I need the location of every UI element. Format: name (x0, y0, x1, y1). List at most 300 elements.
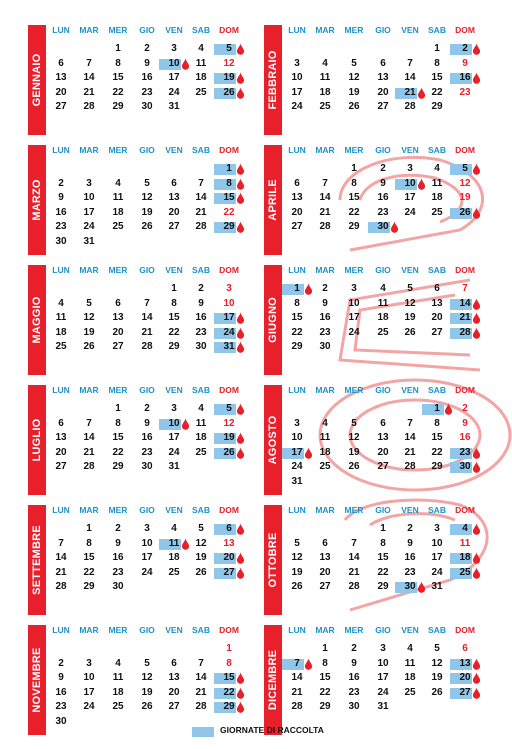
blood-drop-icon (472, 327, 481, 339)
day-number: 6 (294, 177, 300, 189)
day-header: GIO (139, 145, 155, 155)
day-number: 24 (291, 461, 303, 472)
day-number: 30 (55, 715, 67, 727)
day-header: VEN (401, 385, 419, 395)
day-number: 6 (462, 643, 468, 654)
blood-drop-icon (472, 523, 481, 535)
day-cell (190, 552, 212, 564)
day-header: SAB (192, 505, 210, 515)
blood-drop-icon (472, 43, 481, 55)
day-cell (190, 298, 212, 310)
day-header: MER (108, 625, 128, 635)
day-number: 20 (377, 86, 389, 98)
day-number: 9 (58, 672, 64, 683)
day-header: MAR (315, 625, 335, 635)
day-cell (163, 432, 185, 444)
day-cell (190, 447, 212, 459)
day-number: 22 (431, 86, 443, 98)
day-cell (286, 672, 308, 684)
day-cell (163, 567, 185, 579)
day-number: 29 (377, 581, 389, 592)
day-number: 12 (83, 312, 95, 323)
collection-day (218, 43, 240, 55)
day-number: 23 (459, 446, 471, 458)
day-number: 5 (226, 43, 232, 54)
day-number: 14 (459, 297, 471, 309)
day-cell (107, 327, 129, 339)
day-number: 10 (291, 72, 303, 83)
day-header: SAB (192, 25, 210, 35)
day-cell (50, 341, 72, 353)
day-cell (163, 101, 185, 113)
day-cell (343, 298, 365, 310)
day-cell (78, 701, 100, 713)
day-number: 21 (195, 686, 207, 698)
day-cell (343, 72, 365, 84)
day-number: 20 (459, 672, 471, 683)
day-cell (107, 341, 129, 353)
day-cell (163, 687, 185, 699)
day-cell (136, 658, 158, 670)
day-cell (107, 552, 129, 564)
day-number: 30 (141, 461, 153, 472)
day-cell (107, 523, 129, 535)
day-cell (399, 538, 421, 550)
day-header: LUN (52, 625, 70, 635)
day-number: 3 (144, 523, 150, 534)
day-cell (314, 461, 336, 473)
day-number: 15 (319, 672, 331, 683)
collection-day (218, 312, 240, 324)
day-cell (78, 418, 100, 430)
day-cell (343, 312, 365, 324)
day-number: 19 (83, 326, 95, 338)
day-number: 22 (83, 566, 95, 578)
day-header: SAB (428, 265, 446, 275)
day-number: 2 (58, 177, 64, 189)
day-cell (286, 341, 308, 353)
day-cell (314, 643, 336, 655)
day-cell (426, 192, 448, 204)
day-cell (136, 298, 158, 310)
day-cell (426, 418, 448, 430)
day-cell (218, 58, 240, 70)
day-number: 15 (348, 192, 360, 203)
day-number: 16 (459, 432, 471, 443)
day-number: 18 (112, 686, 124, 698)
day-number: 23 (55, 701, 67, 712)
day-cell (107, 672, 129, 684)
day-number: 6 (58, 417, 64, 429)
day-cell (107, 461, 129, 473)
month-name: FEBBRAIO (267, 50, 279, 110)
day-cell (136, 72, 158, 84)
collection-day (454, 461, 476, 473)
day-number: 3 (171, 43, 177, 54)
day-cell (136, 461, 158, 473)
day-number: 8 (351, 177, 357, 189)
day-cell (50, 327, 72, 339)
blood-drop-icon (236, 221, 245, 233)
blood-drop-icon (236, 672, 245, 684)
day-cell (426, 447, 448, 459)
day-number: 1 (380, 523, 386, 534)
day-cell (399, 58, 421, 70)
blood-drop-icon (472, 552, 481, 564)
day-cell (163, 221, 185, 233)
day-number: 2 (380, 163, 386, 174)
day-number: 16 (195, 312, 207, 323)
day-cell (372, 687, 394, 699)
day-header: LUN (288, 505, 306, 515)
day-number: 15 (291, 312, 303, 323)
day-cell (78, 221, 100, 233)
day-number: 19 (291, 566, 303, 578)
day-cell (78, 58, 100, 70)
day-cell (107, 72, 129, 84)
day-header: SAB (192, 385, 210, 395)
blood-drop-icon (390, 221, 399, 233)
day-header: LUN (52, 265, 70, 275)
blood-drop-icon (236, 432, 245, 444)
day-header: GIO (139, 25, 155, 35)
day-number: 7 (198, 177, 204, 189)
month-name: DICEMBRE (267, 649, 279, 711)
month-maggio (28, 265, 264, 375)
day-number: 11 (112, 192, 124, 203)
day-number: 25 (459, 566, 471, 578)
day-header: GIO (375, 145, 391, 155)
day-number: 27 (223, 566, 235, 578)
day-cell (399, 432, 421, 444)
day-number: 27 (377, 461, 389, 472)
day-cell (136, 687, 158, 699)
day-number: 10 (223, 297, 235, 309)
blood-drop-icon (236, 192, 245, 204)
collection-day (454, 298, 476, 310)
day-cell (136, 87, 158, 99)
day-cell (50, 87, 72, 99)
day-cell (399, 461, 421, 473)
day-cell (190, 58, 212, 70)
day-header: MER (344, 625, 364, 635)
day-number: 3 (171, 403, 177, 414)
day-cell (399, 101, 421, 113)
day-cell (136, 538, 158, 550)
day-number: 16 (55, 206, 67, 218)
day-header: VEN (165, 25, 183, 35)
day-number: 17 (291, 446, 303, 458)
day-cell (163, 207, 185, 219)
day-number: 14 (141, 312, 153, 323)
day-number: 16 (404, 552, 416, 563)
blood-drop-icon (417, 581, 426, 593)
day-cell (50, 567, 72, 579)
day-cell (136, 672, 158, 684)
day-number: 11 (377, 297, 389, 309)
day-cell (372, 327, 394, 339)
day-number: 7 (322, 177, 328, 189)
day-number: 7 (144, 297, 150, 309)
day-number: 1 (115, 403, 121, 414)
blood-drop-icon (236, 87, 245, 99)
day-number: 4 (434, 163, 440, 174)
day-number: 5 (86, 297, 92, 309)
day-cell (136, 432, 158, 444)
collection-day (163, 418, 185, 430)
day-cell (107, 221, 129, 233)
day-number: 7 (407, 57, 413, 69)
day-cell (107, 447, 129, 459)
day-number: 25 (168, 566, 180, 578)
day-cell (50, 701, 72, 713)
month-label-bar (28, 385, 46, 495)
day-number: 22 (431, 446, 443, 458)
day-cell (426, 87, 448, 99)
day-cell (343, 687, 365, 699)
day-number: 12 (291, 552, 303, 563)
day-cell (136, 221, 158, 233)
day-cell (163, 298, 185, 310)
day-number: 22 (223, 206, 235, 218)
month-label-bar (28, 265, 46, 375)
collection-day (454, 327, 476, 339)
day-cell (372, 178, 394, 190)
day-number: 21 (195, 206, 207, 218)
day-number: 26 (291, 581, 303, 592)
day-cell (286, 701, 308, 713)
day-number: 9 (322, 297, 328, 309)
month-label-bar (264, 265, 282, 375)
day-header: LUN (52, 385, 70, 395)
blood-drop-icon (444, 403, 453, 415)
day-number: 6 (380, 57, 386, 69)
day-number: 17 (431, 552, 443, 563)
blood-drop-icon (472, 567, 481, 579)
day-number: 23 (195, 326, 207, 338)
day-number: 1 (351, 163, 357, 174)
day-cell (190, 221, 212, 233)
day-cell (286, 178, 308, 190)
day-cell (136, 101, 158, 113)
day-cell (343, 101, 365, 113)
day-number: 6 (226, 523, 232, 534)
day-cell (190, 43, 212, 55)
day-cell (163, 403, 185, 415)
day-number: 10 (83, 672, 95, 683)
day-cell (190, 327, 212, 339)
day-cell (372, 432, 394, 444)
day-cell (50, 432, 72, 444)
day-cell (136, 58, 158, 70)
day-header: MER (344, 145, 364, 155)
day-number: 21 (83, 446, 95, 458)
day-number: 8 (226, 657, 232, 669)
day-cell (426, 672, 448, 684)
day-cell (78, 327, 100, 339)
day-number: 19 (459, 192, 471, 203)
blood-drop-icon (181, 418, 190, 430)
day-header: GIO (139, 505, 155, 515)
day-number: 27 (55, 101, 67, 112)
day-number: 13 (168, 672, 180, 683)
day-number: 18 (404, 672, 416, 683)
day-cell (454, 643, 476, 655)
blood-drop-icon (472, 461, 481, 473)
day-cell (372, 58, 394, 70)
day-number: 10 (291, 432, 303, 443)
day-cell (343, 87, 365, 99)
day-number: 13 (223, 537, 235, 549)
month-dicembre (264, 625, 500, 735)
day-number: 4 (380, 283, 386, 294)
collection-day (399, 581, 421, 593)
day-header: DOM (455, 625, 475, 635)
day-cell (78, 687, 100, 699)
day-cell (314, 312, 336, 324)
day-number: 14 (55, 552, 67, 563)
day-cell (50, 716, 72, 728)
day-cell (107, 192, 129, 204)
day-cell (136, 207, 158, 219)
day-cell (107, 432, 129, 444)
day-number: 25 (431, 206, 443, 218)
day-cell (343, 461, 365, 473)
day-number: 29 (348, 221, 360, 232)
day-number: 15 (431, 432, 443, 443)
day-cell (343, 418, 365, 430)
blood-drop-icon (236, 327, 245, 339)
day-number: 29 (431, 461, 443, 472)
day-number: 9 (58, 192, 64, 203)
day-number: 25 (319, 461, 331, 472)
day-number: 5 (144, 657, 150, 669)
blood-drop-icon (417, 87, 426, 99)
day-number: 6 (434, 283, 440, 294)
collection-day (426, 403, 448, 415)
day-number: 4 (462, 523, 468, 534)
day-cell (372, 101, 394, 113)
day-number: 26 (348, 461, 360, 472)
day-number: 22 (223, 686, 235, 698)
day-number: 9 (351, 657, 357, 669)
day-cell (50, 236, 72, 248)
day-number: 12 (459, 177, 471, 189)
day-cell (163, 658, 185, 670)
day-header: LUN (52, 145, 70, 155)
day-cell (107, 418, 129, 430)
day-cell (372, 643, 394, 655)
day-number: 17 (377, 672, 389, 683)
collection-day (454, 567, 476, 579)
blood-drop-icon (472, 658, 481, 670)
day-cell (314, 567, 336, 579)
day-number: 21 (291, 686, 303, 698)
day-number: 25 (195, 446, 207, 458)
day-number: 15 (223, 672, 235, 683)
day-number: 12 (141, 192, 153, 203)
day-number: 23 (459, 86, 471, 98)
day-header: MAR (315, 505, 335, 515)
day-number: 28 (459, 326, 471, 338)
day-number: 9 (144, 417, 150, 429)
day-number: 15 (168, 312, 180, 323)
day-cell (136, 312, 158, 324)
day-cell (190, 658, 212, 670)
day-number: 22 (377, 566, 389, 578)
month-giugno (264, 265, 500, 375)
day-cell (190, 178, 212, 190)
day-number: 13 (291, 192, 303, 203)
month-novembre (28, 625, 264, 735)
day-cell (163, 178, 185, 190)
day-number: 3 (351, 283, 357, 294)
day-cell (50, 298, 72, 310)
day-cell (343, 701, 365, 713)
blood-drop-icon (304, 658, 313, 670)
day-number: 25 (195, 86, 207, 98)
day-cell (343, 432, 365, 444)
day-cell (78, 552, 100, 564)
day-cell (107, 101, 129, 113)
blood-drop-icon (181, 538, 190, 550)
day-cell (314, 672, 336, 684)
day-cell (163, 87, 185, 99)
day-number: 10 (348, 297, 360, 309)
day-header: VEN (165, 145, 183, 155)
day-cell (343, 207, 365, 219)
blood-drop-icon (304, 283, 313, 295)
day-number: 7 (86, 57, 92, 69)
day-cell (190, 403, 212, 415)
month-ottobre (264, 505, 500, 615)
day-number: 15 (223, 192, 235, 203)
day-cell (426, 327, 448, 339)
day-cell (372, 298, 394, 310)
collection-day (454, 207, 476, 219)
day-cell (50, 58, 72, 70)
day-number: 18 (377, 312, 389, 323)
day-cell (343, 221, 365, 233)
day-number: 1 (226, 163, 232, 174)
day-number: 16 (112, 552, 124, 563)
day-header: VEN (401, 145, 419, 155)
day-header: SAB (192, 625, 210, 635)
day-cell (399, 72, 421, 84)
day-number: 24 (291, 101, 303, 112)
day-cell (399, 163, 421, 175)
day-number: 28 (83, 101, 95, 112)
day-number: 5 (226, 403, 232, 414)
day-header: SAB (192, 265, 210, 275)
day-number: 19 (404, 312, 416, 323)
day-number: 10 (83, 192, 95, 203)
day-cell (426, 312, 448, 324)
day-header: MAR (79, 145, 99, 155)
day-number: 3 (226, 283, 232, 294)
day-number: 3 (407, 163, 413, 174)
day-number: 11 (168, 537, 180, 549)
day-cell (314, 687, 336, 699)
day-number: 4 (58, 297, 64, 309)
day-cell (218, 538, 240, 550)
collection-day (454, 72, 476, 84)
collection-day (218, 403, 240, 415)
day-cell (286, 538, 308, 550)
day-cell (314, 221, 336, 233)
day-number: 14 (291, 672, 303, 683)
day-cell (218, 283, 240, 295)
